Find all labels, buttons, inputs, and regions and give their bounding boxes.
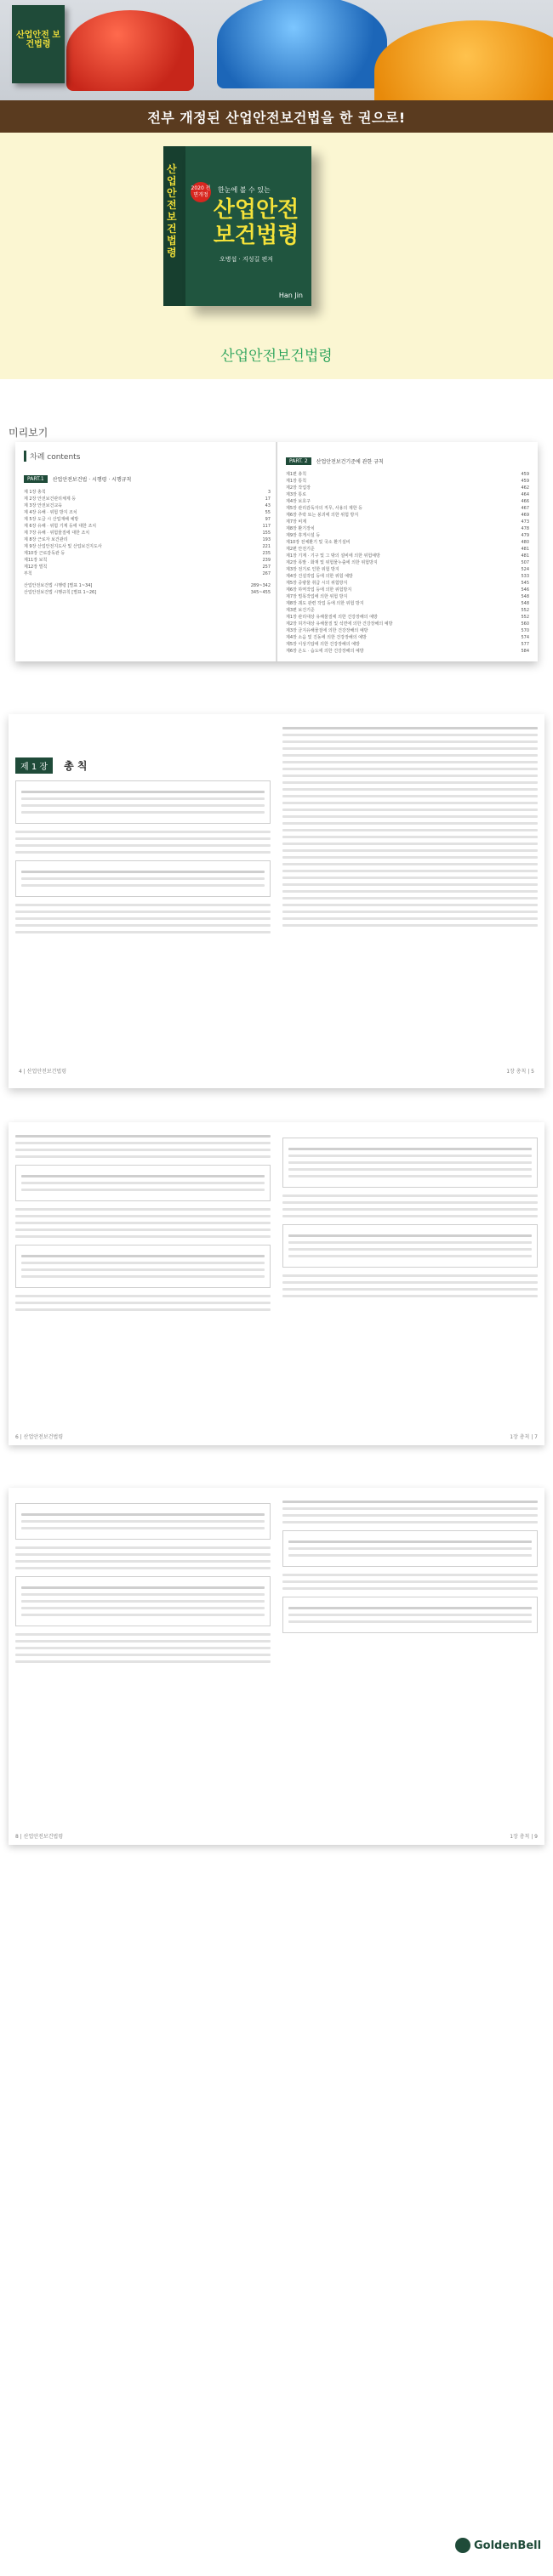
article-box [15,1503,271,1540]
toc-row [286,559,529,566]
toc-row [24,516,271,523]
toc-row-title: 제 9장 산업안전지도사 및 산업보건지도사 [24,544,102,549]
toc-row [286,539,529,546]
toc-row-title: 제 5장 도급 시 산업재해 예방 [24,517,79,522]
page-number: 6 | 산업안전보건법령 [15,1434,64,1440]
part1-title: 산업안전보건법 · 시행령 · 시행규칙 [52,476,132,483]
toc-row [24,570,271,577]
hero-book-image [12,5,65,83]
toc-row-page: 507 [521,560,529,565]
toc-row-page: 574 [521,635,529,640]
toc-row-title: 제9장 휴게시설 등 [286,533,321,538]
toc-extra-page: 345~455 [250,590,271,595]
toc-row-title: 제 6장 유해 · 위험 기계 등에 대한 조치 [24,524,97,529]
article-box [282,1138,538,1188]
toc-row [286,587,529,593]
toc-row [24,557,271,564]
toc-row-title: 제1편 총칙 [286,472,307,477]
toc-row-page: 155 [262,531,271,536]
article-box [15,1245,271,1288]
toc-row [286,641,529,648]
toc-row [286,519,529,525]
toc-row-page: 478 [521,526,529,531]
page-number: 1장 총칙 | 9 [510,1834,538,1840]
toc-row-title: 제1장 관리대상 유해물질에 의한 건강장해의 예방 [286,615,378,620]
toc-row [286,471,529,478]
toc-row-title: 제 2장 안전보건관리체제 등 [24,496,77,502]
toc-row [24,489,271,496]
toc-row-title: 제2편 안전기준 [286,547,315,552]
toc-header: 차례 contents [24,451,271,462]
toc-row-page: 239 [262,558,271,563]
toc-row-page: 3 [267,490,271,495]
toc-row-title: 제 3장 안전보건교육 [24,503,63,508]
toc-row [24,502,271,509]
toc-extra-row [24,582,271,589]
toc-row [24,564,271,570]
toc-row [24,509,271,516]
toc-spread [15,442,538,661]
toc-row [286,634,529,641]
article-box [15,860,271,897]
part1-list [24,489,271,577]
product-section [0,133,553,379]
toc-row-title: 제4장 건설작업 등에 의한 위험 예방 [286,574,353,579]
logo-text: GoldenBell [474,2539,542,2552]
toc-row-title: 제6장 온도 · 습도에 의한 건강장해의 예방 [286,649,364,654]
toc-left-page [24,451,271,596]
toc-row-page: 43 [265,503,271,508]
toc-row-page: 464 [521,492,529,497]
toc-row-page: 548 [521,601,529,606]
toc-row-title: 제2장 작업장 [286,485,311,491]
cover-title: 산업안전 보건법령 [213,197,299,248]
hero-image [0,0,553,100]
toc-row-title: 제8장 궤도 관련 작업 등에 의한 위험 방지 [286,601,364,606]
toc-extra-page: 289~342 [250,583,271,588]
toc-row-title: 부칙 [24,571,32,576]
toc-row-title: 제12장 벌칙 [24,565,48,570]
toc-row-page: 221 [262,544,271,549]
red-helmet-image [66,10,194,91]
toc-row [286,546,529,553]
part2-bar [286,456,529,466]
toc-row-title: 제2장 허가대상 유해물질 및 석면에 의한 건강장해의 예방 [286,621,393,627]
toc-row [286,600,529,607]
toc-row-page: 577 [521,642,529,647]
toc-right-page [286,451,529,655]
page-number: 1장 총칙 | 5 [506,1069,534,1075]
toc-row-page: 473 [521,519,529,525]
toc-row-page: 570 [521,628,529,633]
left-page [15,723,271,1080]
cover-authors: 오병섭 · 지성길 편저 [219,256,273,263]
toc-row-page: 479 [521,533,529,538]
article-box [15,1165,271,1201]
toc-row [286,512,529,519]
toc-row-title: 제5장 이상기압에 의한 건강장해의 예방 [286,642,360,647]
publisher-logo [455,2538,541,2553]
article-box [282,1597,538,1633]
toc-row-title: 제 7장 유해 · 위험물질에 대한 조치 [24,531,90,536]
toc-row [24,530,271,536]
orange-helmet-image [374,20,553,100]
product-caption: 산업안전보건법령 [220,348,333,365]
toc-row-title: 제4장 보호구 [286,499,311,504]
toc-row [24,550,271,557]
toc-row [286,627,529,634]
toc-row-page: 97 [265,517,271,522]
toc-row [286,553,529,559]
toc-row-page: 462 [521,485,529,491]
toc-row-page: 533 [521,574,529,579]
toc-row [286,621,529,627]
banner-text: 전부 개정된 산업안전보건법을 한 권으로! [147,109,406,126]
toc-row-page: 459 [521,472,529,477]
toc-row-page: 481 [521,553,529,559]
toc-row-page: 467 [521,506,529,511]
page-number: 4 | 산업안전보건법령 [19,1069,67,1075]
toc-row [286,525,529,532]
toc-row-page: 235 [262,551,271,556]
toc-row-title: 제 1장 총칙 [24,490,46,495]
text-spread [9,1122,544,1445]
toc-row [286,478,529,485]
toc-row [286,593,529,600]
article-box [282,1530,538,1567]
spine-title: 산업안전 보건법령 [167,163,177,258]
chapter-title: 총 칙 [64,760,88,772]
toc-row-page: 481 [521,547,529,552]
toc-row-title: 제5장 관리감독자의 직무, 사용의 제한 등 [286,506,362,511]
part1-tag: PART.1 [24,475,48,483]
toc-row-title: 제11장 보칙 [24,558,48,563]
toc-row [286,498,529,505]
book-cover [185,146,311,306]
toc-row-title: 제1장 기계 · 기구 및 그 밖의 설비에 의한 위험예방 [286,553,380,559]
toc-row-title: 제2장 폭발 · 화재 및 위험물누출에 의한 위험방지 [286,560,378,565]
toc-row-title: 제 8장 근로자 보건관리 [24,537,68,542]
toc-row-page: 257 [262,565,271,570]
toc-row-title: 제3장 전기로 인한 위험 방지 [286,567,339,572]
toc-row-title: 제4장 소음 및 진동에 의한 건강장해의 예방 [286,635,367,640]
page-number: 8 | 산업안전보건법령 [15,1834,64,1840]
toc-row-page: 584 [521,649,529,654]
part2-title: 산업안전보건기준에 관한 규칙 [316,458,384,465]
toc-row [286,532,529,539]
toc-row [286,573,529,580]
toc-row-page: 545 [521,581,529,586]
toc-row-title: 제8장 환기장치 [286,526,315,531]
toc-row-title: 제7장 벌목작업에 의한 위험 방지 [286,594,348,599]
toc-row [24,536,271,543]
toc-row-title: 제6장 하역작업 등에 의한 위험방지 [286,587,352,593]
toc-row-page: 480 [521,540,529,545]
toc-row-page: 193 [262,537,271,542]
toc-row-page: 546 [521,587,529,593]
toc-row-page: 459 [521,479,529,484]
preview-label: 미리보기 [9,427,48,439]
logo-icon [455,2538,470,2553]
toc-row [286,566,529,573]
toc-row [286,580,529,587]
chapter-mark: 제 1 장 [15,757,53,774]
chapter-spread [9,714,544,1088]
cover-publisher: Han Jin [278,292,303,299]
part1-bar [24,474,271,484]
toc-row-page: 469 [521,513,529,518]
toc-row-page: 55 [265,510,271,515]
toc-row [24,496,271,502]
toc-row-title: 제3장 금지유해물질에 의한 건강장해의 예방 [286,628,368,633]
toc-row [286,607,529,614]
toc-row-page: 552 [521,615,529,620]
blue-helmet-image [217,0,387,88]
toc-row [286,485,529,491]
cover-tagline: 한눈에 볼 수 있는 [218,186,271,194]
toc-row-title: 제1장 통칙 [286,479,307,484]
toc-row-title: 제10장 전체환기 및 국소 환기설비 [286,540,351,545]
toc-row-page: 548 [521,594,529,599]
toc-row-title: 제5장 중량물 취급 시의 위험방지 [286,581,348,586]
toc-row [286,491,529,498]
toc-row-page: 524 [521,567,529,572]
toc-row [24,543,271,550]
article-box [282,1224,538,1268]
part2-tag: PART. 2 [286,457,311,465]
toc-row-page: 17 [265,496,271,502]
toc-row [286,648,529,655]
toc-row-page: 560 [521,621,529,627]
toc-row [24,523,271,530]
text-spread [9,1488,544,1845]
toc-row-page: 267 [262,571,271,576]
edition-badge: 2020 전면개정 [191,182,211,202]
toc-row-title: 제3편 보건기준 [286,608,315,613]
page-gutter [276,442,277,661]
book-spine [163,146,185,306]
toc-row-title: 제7장 비계 [286,519,307,525]
part2-list [286,471,529,655]
right-page [282,723,538,1080]
toc-row [286,614,529,621]
toc-row-page: 117 [262,524,271,529]
promo-banner [0,100,553,133]
toc-row-title: 제 4장 유해 · 위험 방지 조치 [24,510,77,515]
toc-extra-row [24,589,271,596]
article-box [15,780,271,824]
toc-row-title: 제10장 근로감독관 등 [24,551,66,556]
article-box [15,1576,271,1626]
hero-book-title: 산업안전 보건법령 [16,31,60,49]
toc-row-title: 제6장 추락 또는 붕괴에 의한 위험 방지 [286,513,359,518]
toc-row-page: 466 [521,499,529,504]
toc-extra-title: 산업안전보건법 시행령 [별표 1~34] [24,583,93,588]
toc-row [286,505,529,512]
toc-row-title: 제3장 통로 [286,492,307,497]
page-number: 1장 총칙 | 7 [510,1434,538,1440]
toc-row-page: 552 [521,608,529,613]
toc-extra-title: 산업안전보건법 시행규칙 [별표 1~26] [24,590,97,595]
